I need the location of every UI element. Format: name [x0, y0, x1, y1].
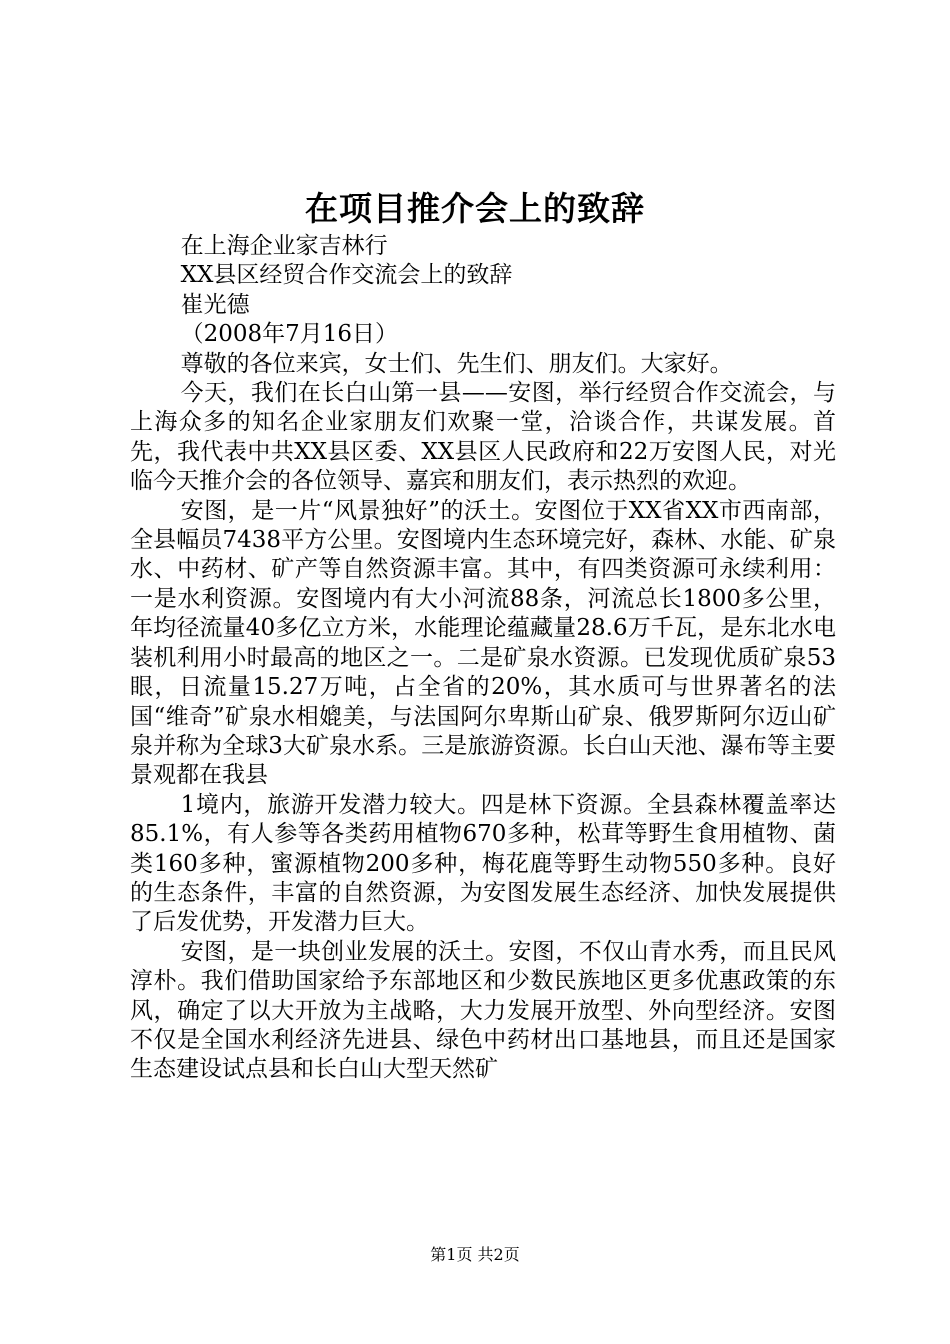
- paragraph-resources: 安图，是一片“风景独好”的沃土。安图位于XX省XX市西南部，全县幅员7438平方公里。安图境内生态环境完好，森林、水能、矿泉水、中药材、矿产等自然资源丰富。其中，有四类资源可永续利用：一是水利资源。安图境内有大小河流88条，河流总长1800多公里，年均径流量40多亿立方米，水能理论蕴藏量28.6万千瓦，是东北水电装机利用小时最高的地区之一。二是矿泉水资源。已发现优质矿泉53眼，日流量15.27万吨，占全省的20%，其水质可与世界著名的法国“维奇”矿泉水相媲美，与法国阿尔卑斯山矿泉、俄罗斯阿尔迈山矿泉并称为全球3大矿泉水系。三是旅游资源。长白山天池、瀑布等主要景观都在我县: [130, 497, 836, 789]
- speech-date: （2008年7月16日）: [180, 321, 399, 348]
- paragraph-development: 安图，是一块创业发展的沃土。安图，不仅山青水秀，而且民风淳朴。我们借助国家给予东部地区和少数民族地区更多优惠政策的东风，确定了以大开放为主战略，大力发展开放型、外向型经济。安图不仅是全国水利经济先进县、绿色中药材出口基地县，而且还是国家生态建设试点县和长白山大型天然矿: [130, 938, 836, 1083]
- author-name: 崔光德: [180, 291, 250, 318]
- document-body: [130, 232, 836, 1085]
- paragraph-resources-continued: 1境内，旅游开发潜力较大。四是林下资源。全县森林覆盖率达85.1%，有人参等各类药用植物670多种，松茸等野生食用植物、菌类160多种，蜜源植物200多种，梅花鹿等野生动物550多种。良好的生态条件，丰富的自然资源，为安图发展生态经济、加快发展提供了后发优势，开发潜力巨大。: [130, 791, 836, 936]
- page-number-footer: 第1页 共2页: [430, 1245, 520, 1264]
- subtitle-line-1: 在上海企业家吉林行: [180, 233, 388, 259]
- paragraph-greeting: 尊敬的各位来宾，女士们、先生们、朋友们。大家好。: [180, 350, 733, 377]
- subtitle-line-2: XX县区经贸合作交流会上的致辞: [180, 262, 513, 289]
- paragraph-welcome: 今天，我们在长白山第一县——安图，举行经贸合作交流会，与上海众多的知名企业家朋友们欢聚一堂，洽谈合作，共谋发展。首先，我代表中共XX县区委、XX县区人民政府和22万安图人民，对光临今天推介会的各位领导、嘉宾和朋友们，表示热烈的欢迎。: [130, 380, 836, 495]
- document-title: 在项目推介会上的致辞: [305, 189, 645, 228]
